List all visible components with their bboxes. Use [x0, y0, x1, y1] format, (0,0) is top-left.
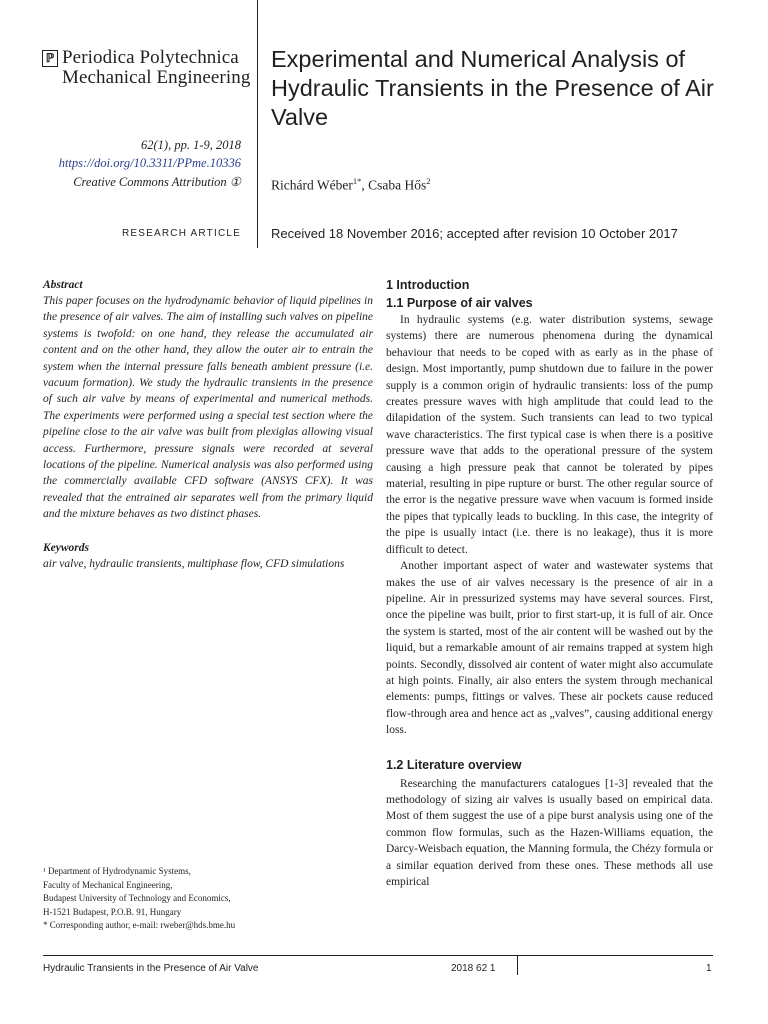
footnote-line	[43, 919, 373, 933]
volume-pages: 62(1), pp. 1-9, 2018	[141, 138, 241, 152]
author-affiliation-mark: 1*	[352, 176, 362, 186]
footnote-line: H-1521 Budapest, P.O.B. 91, Hungary	[43, 906, 182, 917]
page-number: 1	[706, 963, 712, 974]
footer-tick-divider	[517, 956, 518, 975]
author-list	[271, 172, 430, 195]
author-name: Csaba Hős	[368, 177, 427, 193]
article-title: Experimental and Numerical Analysis of Hydraulic Transients in the Presence of Air Valve	[271, 46, 714, 130]
journal-logo-icon: ℙ	[42, 50, 58, 67]
footnote-line: ¹ Department of Hydrodynamic Systems,	[43, 866, 191, 876]
abstract-heading: Abstract	[43, 279, 83, 291]
subsection-heading-literature: 1.2 Literature overview	[386, 757, 522, 772]
abstract-text: This paper focuses on the hydrodynamic behavior of liquid pipelines in the presence of air valves. The aim of installing such valves on pipeline systems is twofold: on one hand, they release the accumulated air content and on the other hand, they allow the outer air to entrain the system when the internal pressure falls beneath ambient pressure (i.e. vacuum formation). We study the hydraulic transients in the presence of such air valve by means of experimental and numerical methods. The experiments were performed using a special test section where the pipeline close to the air valve was built from plexiglas allowing visual access. Furthermore, pressure signals were recorded at several locations of the pipeline. Numerical analysis was also performed using the commercially available CFD software (ANSYS CFX). It was revealed that the entrained air separates well from the primary liquid and the mixture behaves as two distinct phases.	[43, 295, 373, 521]
license-text: Creative Commons Attribution ①	[73, 175, 241, 189]
body-paragraph: In hydraulic systems (e.g. water distribution systems, sewage systems) there are numerous phenomena during the dynamical behaviour that needs to be coped with as early as in the phase of design. Most importantly, pump shutdown due to failure in the power supply is a common origin of hydraulic transients: loss of the pump creates pressure waves with high amplitude that could lead to the dilapidation of the system. Such transients can lead to two typical wave characteristics. The first typical case is when there is a positive pressure wave that adds to the operational pressure of the system causing a high pressure peak that cannot be tolerated by pipes material, resulting in pipe rupture or burst. The other regular source of the error is the negative pressure wave when vacuum is formed inside the pipes that typically leads to buckling. In this case, the integrity of the pipe is usually intact (i.e. there is no leakage), thus it is more difficult to detect.	[386, 314, 713, 556]
section-heading-introduction: 1 Introduction	[386, 278, 470, 292]
footnote-line: Faculty of Mechanical Engineering,	[43, 879, 173, 890]
body-paragraph: Researching the manufacturers catalogues [1-3] revealed that the methodology of sizing air valves is usually based on empirical data. Most of them suggest the use of a pipe burst analysis using one of the common flow formulas, such as the Hazen-Williams equation, the Darcy-Weisbach equation, the Manning formula, the Chézy formula or a similar equation derived from these ones. These methods all use empirical	[386, 777, 713, 888]
author-separator: ,	[361, 177, 369, 193]
affiliation-footnotes	[43, 865, 373, 933]
journal-name-line2: Mechanical Engineering	[62, 67, 251, 88]
received-dates: Received 18 November 2016; accepted after revision 10 October 2017	[271, 226, 678, 241]
author-affiliation-mark: 2	[426, 176, 431, 186]
left-column	[43, 277, 373, 572]
footer-divider	[43, 955, 713, 956]
keywords-heading: Keywords	[43, 541, 89, 554]
doi-link[interactable]: https://doi.org/10.3311/PPme.10336	[58, 156, 241, 170]
header-divider-vertical	[257, 0, 258, 248]
body-paragraph: Another important aspect of water and wastewater systems that makes the use of air valves necessary is the presence of air in a pipeline. Air in pressurized systems may have several sources. First, once the pipeline was built, prior to first start-up, it is full of air. Once the system is started, most of the air content will be washed out by the liquid, but a remarkable amount of air remains trapped at system high points. Secondly, dissolved air content of water might also accumulate at high points. Finally, air also enters the system through mechanical elements: pumps, fittings or valves. These air pockets cause reduced flow-through area and hence act as „valves”, causing additional energy loss.	[386, 560, 713, 737]
footer-issue: 2018 62 1	[451, 963, 496, 974]
subsection-heading-purpose: 1.1 Purpose of air valves	[386, 296, 533, 310]
author-name: Richárd Wéber	[271, 177, 353, 193]
journal-name-line1: Periodica Polytechnica	[62, 47, 239, 68]
corresponding-author-label: * Corresponding author, e-mail:	[43, 920, 161, 931]
footnote-line: Budapest University of Technology and Economics,	[43, 893, 231, 904]
keywords-text: air valve, hydraulic transients, multiphase flow, CFD simulations	[43, 557, 345, 570]
article-type-label: RESEARCH ARTICLE	[121, 228, 241, 239]
footer-running-title: Hydraulic Transients in the Presence of Air Valve	[43, 963, 259, 974]
corresponding-email-link[interactable]: rweber@hds.bme.hu	[160, 920, 236, 931]
right-column	[386, 276, 713, 890]
